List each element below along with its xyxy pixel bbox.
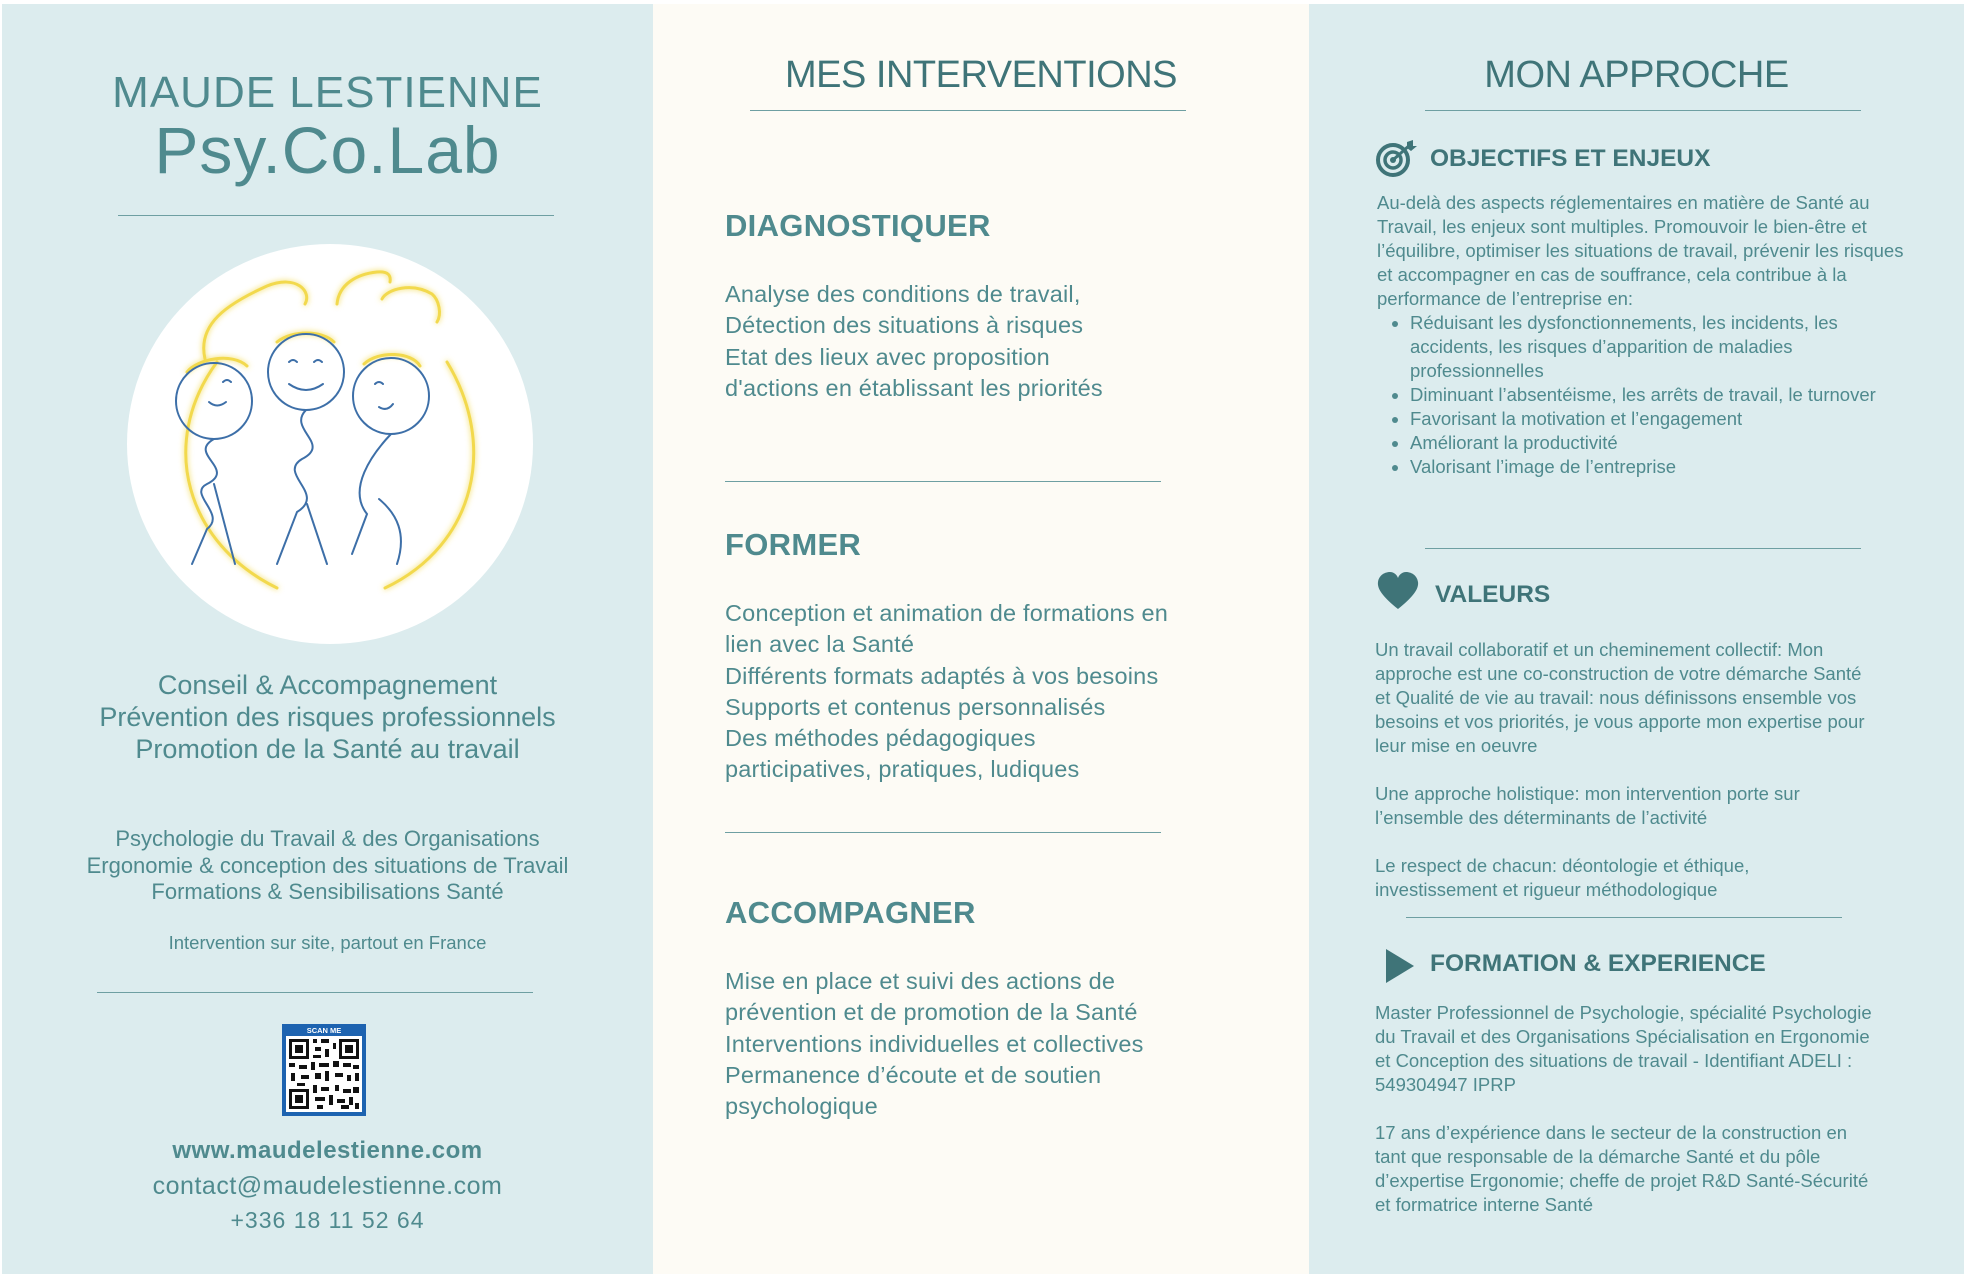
service-line: Formations & Sensibilisations Santé bbox=[151, 879, 504, 904]
heading-formation: FORMATION & EXPERIENCE bbox=[1430, 950, 1766, 977]
list-item: • Valorisant l’image de l’entreprise bbox=[1410, 455, 1905, 479]
brand-name: Psy.Co.Lab bbox=[154, 113, 501, 187]
text-line: Supports et contenus personnalisés bbox=[725, 693, 1106, 720]
divider bbox=[725, 832, 1161, 833]
objectifs-intro: Au-delà des aspects réglementaires en matière de Santé au Travail, les enjeux sont multiples. Promouvoir le bien-être et l’équilibre, optimiser les situations de travail, prévenir les risques et accompagner en cas de souffrance, cela contribue à la performance de l’entreprise en: bbox=[1377, 192, 1904, 309]
author-name: MAUDE LESTIENNE bbox=[112, 68, 543, 117]
divider bbox=[750, 110, 1186, 111]
list-item: • Améliorant la productivité bbox=[1410, 431, 1905, 455]
heading-valeurs: VALEURS bbox=[1435, 581, 1551, 608]
services-list bbox=[2, 826, 653, 906]
objectifs-bullets bbox=[1377, 311, 1905, 479]
divider bbox=[1425, 110, 1861, 111]
middle-panel bbox=[653, 4, 1309, 1274]
heart-icon bbox=[1377, 572, 1419, 615]
section-title: MES INTERVENTIONS bbox=[785, 54, 1177, 96]
text-line: lien avec la Santé bbox=[725, 631, 915, 658]
heading-former: FORMER bbox=[725, 527, 862, 562]
qr-code-icon bbox=[282, 1024, 366, 1116]
text-line: Des méthodes pédagogiques bbox=[725, 725, 1036, 752]
onsite-note: Intervention sur site, partout en France bbox=[168, 932, 487, 953]
service-line: Ergonomie & conception des situations de Travail bbox=[86, 852, 569, 878]
formation-text bbox=[1375, 1001, 1875, 1217]
list-item: • Diminuant l’absentéisme, les arrêts de travail, le turnover bbox=[1410, 383, 1905, 407]
phone-number[interactable]: +336 18 11 52 64 bbox=[230, 1207, 425, 1233]
section-title: MON APPROCHE bbox=[1484, 54, 1789, 96]
diagnostiquer-text bbox=[725, 279, 1103, 404]
divider bbox=[1425, 548, 1861, 549]
heading-accompagner: ACCOMPAGNER bbox=[725, 895, 976, 930]
text-line: Permanence d’écoute et de soutien bbox=[725, 1061, 1102, 1088]
divider bbox=[1406, 917, 1842, 918]
divider bbox=[725, 481, 1161, 482]
list-item: • Réduisant les dysfonctionnements, les incidents, les accidents, les risques d’apparition de maladies professionnelles bbox=[1410, 311, 1905, 383]
text-line: Différents formats adaptés à vos besoins bbox=[725, 662, 1159, 689]
logo-figures-icon bbox=[127, 244, 533, 644]
play-triangle-icon bbox=[1385, 948, 1415, 989]
logo bbox=[127, 244, 533, 644]
divider bbox=[118, 215, 554, 216]
heading-objectifs: OBJECTIFS ET ENJEUX bbox=[1430, 145, 1711, 172]
heading-diagnostiquer: DIAGNOSTIQUER bbox=[725, 208, 991, 243]
tagline-line: Conseil & Accompagnement bbox=[157, 670, 498, 700]
right-panel bbox=[1309, 4, 1964, 1274]
list-item: • Favorisant la motivation et l’engagement bbox=[1410, 407, 1905, 431]
left-panel bbox=[2, 4, 653, 1274]
valeurs-text bbox=[1375, 638, 1875, 902]
text-line: Etat des lieux avec proposition bbox=[725, 343, 1050, 370]
valeurs-paragraph: Une approche holistique: mon intervention porte sur l’ensemble des déterminants de l’activité bbox=[1375, 783, 1800, 828]
text-line: Interventions individuelles et collectives bbox=[725, 1030, 1144, 1057]
tagline-line: Prévention des risques professionnels bbox=[99, 702, 556, 732]
text-line: prévention et de promotion de la Santé bbox=[725, 999, 1138, 1026]
tagline bbox=[2, 669, 653, 765]
target-icon bbox=[1375, 138, 1419, 183]
text-line: Mise en place et suivi des actions de bbox=[725, 968, 1116, 994]
email-link[interactable]: contact@maudelestienne.com bbox=[152, 1172, 503, 1200]
text-line: Analyse des conditions de travail, bbox=[725, 281, 1081, 307]
qr-label: SCAN ME bbox=[306, 1026, 342, 1035]
website-link[interactable]: www.maudelestienne.com bbox=[172, 1137, 483, 1164]
valeurs-paragraph: Le respect de chacun: déontologie et éthique, investissement et rigueur méthodologique bbox=[1375, 855, 1750, 900]
qr-code[interactable] bbox=[282, 1024, 366, 1116]
text-line: participatives, pratiques, ludiques bbox=[725, 756, 1080, 783]
objectifs-text bbox=[1377, 191, 1905, 479]
text-line: d'actions en établissant les priorités bbox=[725, 374, 1103, 401]
divider bbox=[97, 992, 533, 993]
service-line: Psychologie du Travail & des Organisations bbox=[115, 826, 540, 851]
accompagner-text bbox=[725, 966, 1144, 1122]
former-text bbox=[725, 598, 1168, 786]
tagline-line: Promotion de la Santé au travail bbox=[135, 734, 520, 764]
valeurs-paragraph: Un travail collaboratif et un cheminement collectif: Mon approche est une co-construction de votre démarche Santé et Qualité de vie au travail: nous définissons ensemble vos besoins et vos priorités, je vous apporte mon expertise pour leur mise en oeuvre bbox=[1375, 639, 1865, 756]
formation-paragraph: 17 ans d’expérience dans le secteur de la construction en tant que responsable de la démarche Santé et du pôle d’expertise Ergonomie; cheffe de projet R&D Santé-Sécurité et formatrice interne Santé bbox=[1375, 1122, 1869, 1215]
text-line: psychologique bbox=[725, 1093, 878, 1120]
text-line: Détection des situations à risques bbox=[725, 312, 1084, 339]
formation-paragraph: Master Professionnel de Psychologie, spécialité Psychologie du Travail et des Organisations Spécialisation en Ergonomie et Conception des situations de travail - Identifiant ADELI : 549304947 IPRP bbox=[1375, 1002, 1872, 1095]
text-line: Conception et animation de formations en bbox=[725, 600, 1169, 626]
